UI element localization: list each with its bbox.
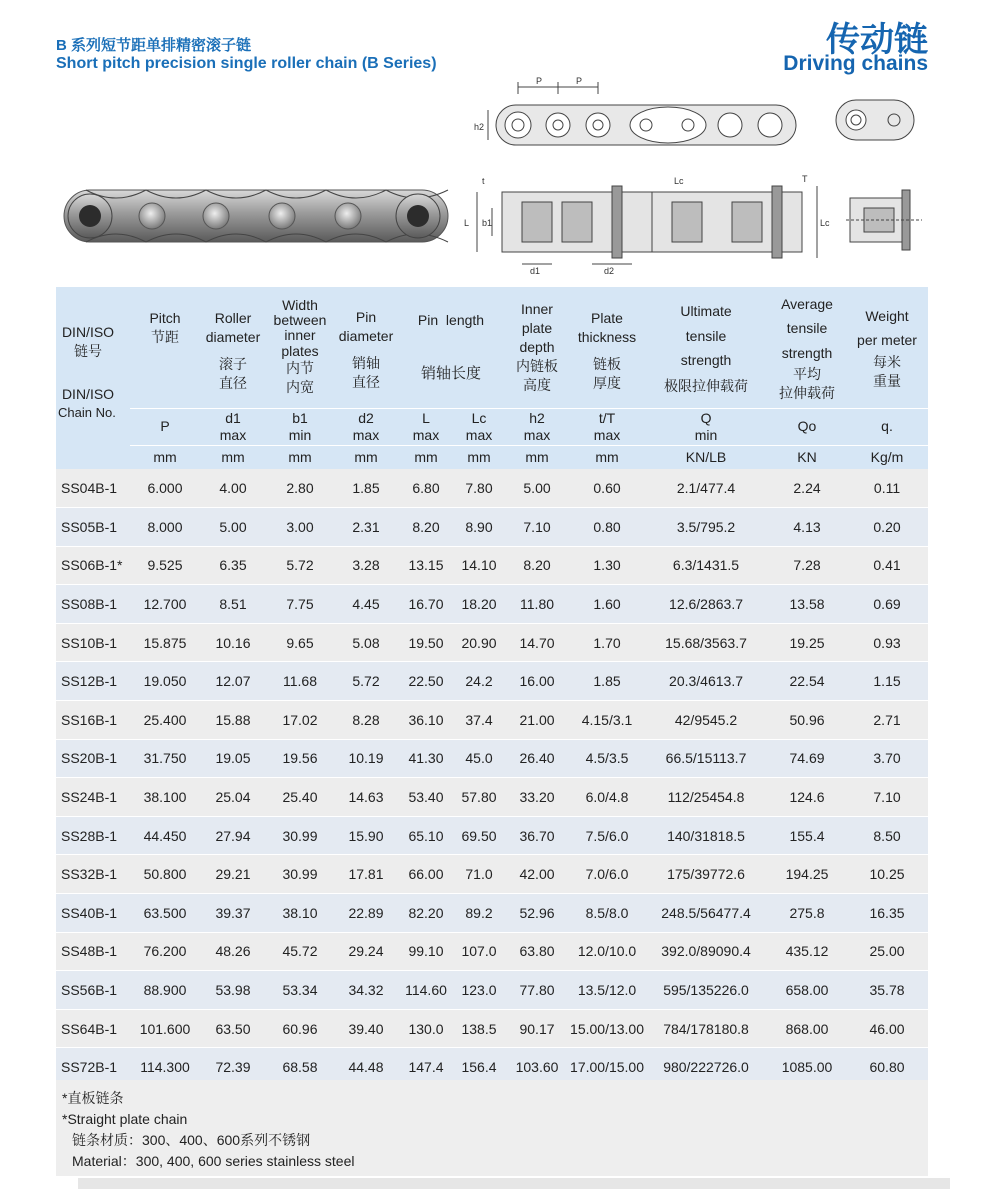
- symbol-tT: t/T max: [570, 408, 644, 445]
- table-cell: 0.41: [846, 546, 928, 585]
- table-cell: 71.0: [454, 855, 504, 894]
- table-cell: 0.20: [846, 508, 928, 547]
- table-cell: 1.85: [570, 662, 644, 701]
- table-cell: 19.50: [398, 623, 454, 662]
- table-cell: 25.04: [200, 778, 266, 817]
- table-cell: 1085.00: [768, 1048, 846, 1087]
- symbol-p: P: [130, 408, 200, 445]
- chain-no-cell: SS64B-1: [56, 1009, 130, 1048]
- table-cell: 22.89: [334, 894, 398, 933]
- table-cell: 4.15/3.1: [570, 701, 644, 740]
- table-cell: 12.6/2863.7: [644, 585, 768, 624]
- table-cell: 4.13: [768, 508, 846, 547]
- header-pin-length: Pin length 销轴长度: [398, 287, 504, 408]
- chain-drawing-side-end: [846, 184, 922, 256]
- chain-drawing-end: [832, 96, 918, 146]
- table-cell: 5.72: [334, 662, 398, 701]
- table-cell: 868.00: [768, 1009, 846, 1048]
- table-cell: 26.40: [504, 739, 570, 778]
- chain-no-cell: SS08B-1: [56, 585, 130, 624]
- chain-no-cell: SS04B-1: [56, 469, 130, 508]
- table-cell: 12.07: [200, 662, 266, 701]
- table-cell: 68.58: [266, 1048, 334, 1087]
- table-cell: 31.750: [130, 739, 200, 778]
- table-cell: 25.400: [130, 701, 200, 740]
- table-cell: 35.78: [846, 971, 928, 1010]
- table-cell: 8.20: [398, 508, 454, 547]
- unit-cell: mm: [504, 445, 570, 469]
- table-cell: 156.4: [454, 1048, 504, 1087]
- table-cell: 175/39772.6: [644, 855, 768, 894]
- table-cell: 52.96: [504, 894, 570, 933]
- table-row: [56, 739, 928, 778]
- chain-no-cell: SS16B-1: [56, 701, 130, 740]
- unit-cell: mm: [454, 445, 504, 469]
- table-cell: 2.31: [334, 508, 398, 547]
- table-cell: 22.50: [398, 662, 454, 701]
- table-cell: 9.525: [130, 546, 200, 585]
- symbol-h2: h2 max: [504, 408, 570, 445]
- table-cell: 29.24: [334, 932, 398, 971]
- table-cell: 1.60: [570, 585, 644, 624]
- table-cell: 658.00: [768, 971, 846, 1010]
- table-cell: 123.0: [454, 971, 504, 1010]
- brand-cn: 传动链: [826, 20, 928, 60]
- table-cell: 60.96: [266, 1009, 334, 1048]
- header-roller: Roller diameter 滚子 直径: [200, 287, 266, 408]
- label-p2: P: [576, 76, 583, 86]
- table-cell: 3.70: [846, 739, 928, 778]
- table-cell: 107.0: [454, 932, 504, 971]
- table-cell: 112/25454.8: [644, 778, 768, 817]
- table-cell: 10.25: [846, 855, 928, 894]
- table-unit-row: [56, 445, 928, 469]
- symbol-Q: Q min: [644, 408, 768, 445]
- header-plate-thickness: Plate thickness 链板 厚度: [570, 287, 644, 408]
- table-cell: 1.85: [334, 469, 398, 508]
- chain-photo: [56, 178, 454, 258]
- table-cell: 36.10: [398, 701, 454, 740]
- table-cell: 65.10: [398, 816, 454, 855]
- table-cell: 5.00: [200, 508, 266, 547]
- unit-cell: mm: [200, 445, 266, 469]
- unit-cell: mm: [398, 445, 454, 469]
- table-cell: 63.80: [504, 932, 570, 971]
- table-cell: 74.69: [768, 739, 846, 778]
- table-cell: 15.68/3563.7: [644, 623, 768, 662]
- chain-no-cell: SS72B-1: [56, 1048, 130, 1087]
- unit-blank: [56, 445, 130, 469]
- table-cell: 11.68: [266, 662, 334, 701]
- table-cell: 99.10: [398, 932, 454, 971]
- bottom-bar: [78, 1178, 950, 1189]
- table-cell: 101.600: [130, 1009, 200, 1048]
- table-cell: 2.80: [266, 469, 334, 508]
- table-header-row: [56, 287, 928, 408]
- table-cell: 5.00: [504, 469, 570, 508]
- table-cell: 12.0/10.0: [570, 932, 644, 971]
- table-cell: 53.34: [266, 971, 334, 1010]
- table-cell: 57.80: [454, 778, 504, 817]
- note-line-3: 链条材质：300、400、600系列不锈钢: [72, 1132, 311, 1148]
- chain-drawing-top: [468, 72, 808, 158]
- table-cell: 7.0/6.0: [570, 855, 644, 894]
- chain-no-cell: SS28B-1: [56, 816, 130, 855]
- label-b1: b1: [482, 218, 493, 228]
- table-cell: 21.00: [504, 701, 570, 740]
- table-cell: 1.30: [570, 546, 644, 585]
- table-cell: 3.5/795.2: [644, 508, 768, 547]
- table-row: [56, 971, 928, 1010]
- unit-cell: mm: [130, 445, 200, 469]
- table-cell: 25.00: [846, 932, 928, 971]
- table-cell: 30.99: [266, 855, 334, 894]
- table-cell: 7.28: [768, 546, 846, 585]
- table-row: [56, 1009, 928, 1048]
- header-pitch: Pitch 节距: [130, 287, 200, 408]
- table-cell: 11.80: [504, 585, 570, 624]
- table-cell: 103.60: [504, 1048, 570, 1087]
- symbol-b1: b1 min: [266, 408, 334, 445]
- table-cell: 29.21: [200, 855, 266, 894]
- table-cell: 0.60: [570, 469, 644, 508]
- notes: [56, 1080, 928, 1176]
- unit-cell: Kg/m: [846, 445, 928, 469]
- title-en: Short pitch precision single roller chain (B Series): [56, 55, 437, 72]
- table-cell: 0.69: [846, 585, 928, 624]
- table-cell: 6.000: [130, 469, 200, 508]
- note-line-4: Material：300, 400, 600 series stainless steel: [72, 1153, 355, 1169]
- table-cell: 17.81: [334, 855, 398, 894]
- table-cell: 3.28: [334, 546, 398, 585]
- table-cell: 15.88: [200, 701, 266, 740]
- table-cell: 44.450: [130, 816, 200, 855]
- table-cell: 88.900: [130, 971, 200, 1010]
- table-cell: 24.2: [454, 662, 504, 701]
- table-cell: 0.11: [846, 469, 928, 508]
- table-cell: 10.16: [200, 623, 266, 662]
- table-row: [56, 894, 928, 933]
- table-cell: 13.58: [768, 585, 846, 624]
- header-average-strength: Average tensile strength 平均 拉伸载荷: [768, 287, 846, 408]
- table-row: [56, 623, 928, 662]
- note-line-2: *Straight plate chain: [62, 1111, 188, 1127]
- table-cell: 39.40: [334, 1009, 398, 1048]
- table-cell: 19.050: [130, 662, 200, 701]
- table-cell: 14.10: [454, 546, 504, 585]
- table-cell: 72.39: [200, 1048, 266, 1087]
- table-cell: 34.32: [334, 971, 398, 1010]
- label-p1: P: [536, 76, 543, 86]
- table-cell: 2.1/477.4: [644, 469, 768, 508]
- label-t: t: [482, 176, 485, 186]
- table-cell: 44.48: [334, 1048, 398, 1087]
- header-inner-depth: Inner plate depth 内链板 高度: [504, 287, 570, 408]
- table-cell: 138.5: [454, 1009, 504, 1048]
- table-cell: 42/9545.2: [644, 701, 768, 740]
- unit-cell: KN/LB: [644, 445, 768, 469]
- table-symbol-row: [56, 408, 928, 445]
- table-cell: 19.56: [266, 739, 334, 778]
- table-cell: 38.10: [266, 894, 334, 933]
- table-cell: 9.65: [266, 623, 334, 662]
- table-row: [56, 662, 928, 701]
- table-cell: 53.40: [398, 778, 454, 817]
- table-cell: 50.96: [768, 701, 846, 740]
- table-cell: 6.3/1431.5: [644, 546, 768, 585]
- table-cell: 42.00: [504, 855, 570, 894]
- chain-no-cell: SS12B-1: [56, 662, 130, 701]
- label-h2: h2: [474, 122, 485, 132]
- chain-no-cell: SS20B-1: [56, 739, 130, 778]
- table-cell: 980/222726.0: [644, 1048, 768, 1087]
- table-cell: 14.70: [504, 623, 570, 662]
- table-cell: 0.80: [570, 508, 644, 547]
- spec-table: [56, 287, 928, 1087]
- table-cell: 155.4: [768, 816, 846, 855]
- table-cell: 194.25: [768, 855, 846, 894]
- table-row: [56, 469, 928, 508]
- header-ultimate-strength: Ultimate tensile strength 极限拉伸载荷: [644, 287, 768, 408]
- table-cell: 8.51: [200, 585, 266, 624]
- label-lc-side: Lc: [820, 218, 830, 228]
- table-cell: 7.10: [846, 778, 928, 817]
- table-cell: 41.30: [398, 739, 454, 778]
- header-width: Width between inner plates 内节 内宽: [266, 287, 334, 408]
- table-cell: 140/31818.5: [644, 816, 768, 855]
- table-cell: 3.00: [266, 508, 334, 547]
- table-cell: 248.5/56477.4: [644, 894, 768, 933]
- table-cell: 16.70: [398, 585, 454, 624]
- chain-no-cell: SS48B-1: [56, 932, 130, 971]
- unit-cell: mm: [570, 445, 644, 469]
- table-cell: 5.08: [334, 623, 398, 662]
- table-cell: 46.00: [846, 1009, 928, 1048]
- table-cell: 124.6: [768, 778, 846, 817]
- table-cell: 60.80: [846, 1048, 928, 1087]
- header-chain-no: DIN/ISO 链号 DIN/ISO Chain No.: [56, 287, 130, 445]
- table-cell: 18.20: [454, 585, 504, 624]
- table-cell: 4.45: [334, 585, 398, 624]
- table-cell: 8.000: [130, 508, 200, 547]
- table-cell: 784/178180.8: [644, 1009, 768, 1048]
- table-cell: 392.0/89090.4: [644, 932, 768, 971]
- table-cell: 63.500: [130, 894, 200, 933]
- table-cell: 15.90: [334, 816, 398, 855]
- table-cell: 8.28: [334, 701, 398, 740]
- table-cell: 14.63: [334, 778, 398, 817]
- symbol-q: q.: [846, 408, 928, 445]
- table-cell: 45.72: [266, 932, 334, 971]
- table-cell: 76.200: [130, 932, 200, 971]
- unit-cell: mm: [266, 445, 334, 469]
- label-L: L: [464, 218, 470, 228]
- table-cell: 25.40: [266, 778, 334, 817]
- table-cell: 15.875: [130, 623, 200, 662]
- table-row: [56, 778, 928, 817]
- chain-no-cell: SS40B-1: [56, 894, 130, 933]
- table-cell: 4.00: [200, 469, 266, 508]
- table-cell: 50.800: [130, 855, 200, 894]
- table-cell: 19.05: [200, 739, 266, 778]
- table-cell: 130.0: [398, 1009, 454, 1048]
- table-row: [56, 546, 928, 585]
- chain-no-cell: SS56B-1: [56, 971, 130, 1010]
- header-pin-dia: Pin diameter 销轴 直径: [334, 287, 398, 408]
- chain-no-cell: SS06B-1*: [56, 546, 130, 585]
- table-row: [56, 508, 928, 547]
- chain-no-cell: SS32B-1: [56, 855, 130, 894]
- table-cell: 8.5/8.0: [570, 894, 644, 933]
- chain-no-cell: SS05B-1: [56, 508, 130, 547]
- table-cell: 7.10: [504, 508, 570, 547]
- table-cell: 63.50: [200, 1009, 266, 1048]
- table-cell: 22.54: [768, 662, 846, 701]
- table-cell: 69.50: [454, 816, 504, 855]
- table-cell: 7.75: [266, 585, 334, 624]
- table-cell: 33.20: [504, 778, 570, 817]
- table-cell: 6.0/4.8: [570, 778, 644, 817]
- table-cell: 147.4: [398, 1048, 454, 1087]
- table-cell: 7.5/6.0: [570, 816, 644, 855]
- table-cell: 4.5/3.5: [570, 739, 644, 778]
- table-cell: 114.60: [398, 971, 454, 1010]
- table-cell: 8.20: [504, 546, 570, 585]
- chain-drawing-side: [462, 172, 834, 276]
- brand-en: Driving chains: [783, 52, 928, 75]
- chain-no-cell: SS10B-1: [56, 623, 130, 662]
- table-cell: 5.72: [266, 546, 334, 585]
- chain-no-cell: SS24B-1: [56, 778, 130, 817]
- table-cell: 16.35: [846, 894, 928, 933]
- table-cell: 1.70: [570, 623, 644, 662]
- table-cell: 15.00/13.00: [570, 1009, 644, 1048]
- table-cell: 48.26: [200, 932, 266, 971]
- table-cell: 2.71: [846, 701, 928, 740]
- table-cell: 66.00: [398, 855, 454, 894]
- table-cell: 7.80: [454, 469, 504, 508]
- table-cell: 595/135226.0: [644, 971, 768, 1010]
- table-cell: 6.80: [398, 469, 454, 508]
- label-lc-top: Lc: [674, 176, 684, 186]
- table-cell: 114.300: [130, 1048, 200, 1087]
- table-cell: 20.90: [454, 623, 504, 662]
- table-cell: 20.3/4613.7: [644, 662, 768, 701]
- table-cell: 90.17: [504, 1009, 570, 1048]
- symbol-d2: d2 max: [334, 408, 398, 445]
- table-row: [56, 585, 928, 624]
- table-cell: 12.700: [130, 585, 200, 624]
- table-cell: 77.80: [504, 971, 570, 1010]
- table-row: [56, 932, 928, 971]
- unit-cell: KN: [768, 445, 846, 469]
- table-cell: 275.8: [768, 894, 846, 933]
- table-row: [56, 855, 928, 894]
- table-cell: 66.5/15113.7: [644, 739, 768, 778]
- table-cell: 13.5/12.0: [570, 971, 644, 1010]
- table-cell: 45.0: [454, 739, 504, 778]
- table-row: [56, 701, 928, 740]
- title-cn: B 系列短节距单排精密滚子链: [56, 37, 252, 54]
- table-cell: 0.93: [846, 623, 928, 662]
- table-cell: 8.90: [454, 508, 504, 547]
- table-cell: 38.100: [130, 778, 200, 817]
- table-cell: 30.99: [266, 816, 334, 855]
- symbol-Lc: Lc max: [454, 408, 504, 445]
- table-cell: 13.15: [398, 546, 454, 585]
- table-cell: 82.20: [398, 894, 454, 933]
- table-cell: 39.37: [200, 894, 266, 933]
- label-d2: d2: [604, 266, 615, 276]
- table-cell: 27.94: [200, 816, 266, 855]
- table-cell: 53.98: [200, 971, 266, 1010]
- table-cell: 2.24: [768, 469, 846, 508]
- table-row: [56, 816, 928, 855]
- table-cell: 37.4: [454, 701, 504, 740]
- table-cell: 36.70: [504, 816, 570, 855]
- table-cell: 17.00/15.00: [570, 1048, 644, 1087]
- table-cell: 17.02: [266, 701, 334, 740]
- table-cell: 10.19: [334, 739, 398, 778]
- table-cell: 19.25: [768, 623, 846, 662]
- header-weight: Weight per meter 每米 重量: [846, 287, 928, 408]
- table-cell: 89.2: [454, 894, 504, 933]
- table-cell: 8.50: [846, 816, 928, 855]
- table-cell: 16.00: [504, 662, 570, 701]
- note-line-1: *直板链条: [62, 1090, 124, 1106]
- table-cell: 435.12: [768, 932, 846, 971]
- table-cell: 6.35: [200, 546, 266, 585]
- symbol-L: L max: [398, 408, 454, 445]
- unit-cell: mm: [334, 445, 398, 469]
- label-T: T: [802, 174, 808, 184]
- label-d1: d1: [530, 266, 541, 276]
- symbol-Qo: Qo: [768, 408, 846, 445]
- symbol-d1: d1 max: [200, 408, 266, 445]
- table-cell: 1.15: [846, 662, 928, 701]
